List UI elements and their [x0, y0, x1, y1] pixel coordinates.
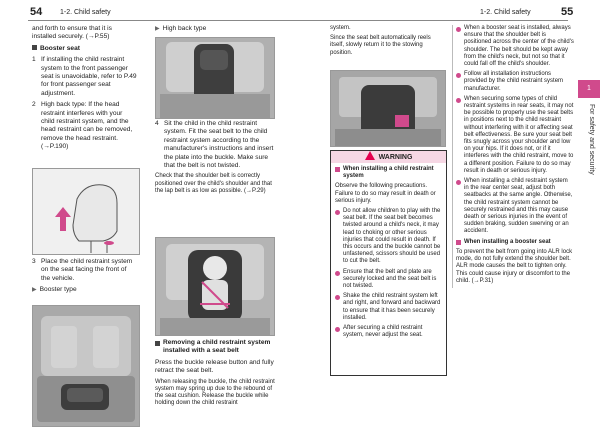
- booster-bullet-2: Follow all installation instructions provided by the child restraint system manufacturer.: [456, 71, 574, 93]
- warning-bullet-3: Shake the child restraint system left and right, and forward and backward to ensure that it has been securely installed.: [335, 293, 442, 322]
- step-3: 3 Place the child restraint system on the seat facing the front of the vehicle.: [32, 258, 133, 282]
- warning-header: WARNING: [331, 151, 446, 163]
- removing-text: Press the buckle release button and fully retract the seat belt.: [155, 358, 274, 375]
- chapter-tab[interactable]: 1: [578, 80, 600, 98]
- high-back-seat-illustration: [156, 38, 274, 118]
- column-2-top: [155, 25, 275, 36]
- child-in-seat-illustration: [156, 238, 274, 335]
- booster-type-label: ▶ Booster type: [32, 286, 77, 294]
- column-2-mid: [155, 120, 275, 198]
- warning-bullet-4: After securing a child restraint system, never adjust the seat.: [335, 325, 442, 339]
- buckle-release-illustration: [331, 71, 445, 146]
- header-rule: [28, 20, 568, 21]
- warning-box: [330, 150, 447, 376]
- auto-belt-text: Since the seat belt automatically reels itself, slowly return it to the stowing position.: [330, 35, 431, 56]
- high-back-seat-figure: [155, 37, 275, 119]
- booster-bullet-1: When a booster seat is installed, always ensure that the shoulder belt is positioned across the center of the child's shoulder. The belt should be kept away from the child's neck, but not so that it could fall off the child's shoulder.: [456, 25, 574, 68]
- head-restraint-illustration: [33, 169, 139, 254]
- warning-content: [331, 163, 446, 345]
- release-text: When releasing the buckle, the child restraint system may spring up due to the rebound of the seat cushion. Release the buckle while holding down the child restraint: [155, 378, 275, 407]
- buckle-release-figure: [330, 70, 446, 147]
- triangle-bullet-icon: ▶: [32, 287, 37, 294]
- head-restraint-figure: [32, 168, 140, 255]
- left-page-number: 54: [30, 6, 43, 18]
- chapter-side-title: For safety and security: [588, 104, 595, 175]
- booster-heading: Booster seat: [32, 45, 137, 53]
- right-page-number: 55: [561, 6, 574, 18]
- column-1-lower: [32, 258, 137, 298]
- triangle-bullet-icon: ▶: [155, 26, 160, 32]
- step-4: 4 Sit the child in the child restraint system. Fit the seat belt to the child restraint system according to the manufacturer's instructions and insert the plate into the buckle. Make sure that the belt is not twisted.: [155, 120, 274, 170]
- step-1: 1 If installing the child restraint system to the front passenger seat is unavoidable, refer to P.49 for front passenger seat adjustment.: [32, 56, 137, 97]
- booster-install-text: To prevent the belt from going into ALR lock mode, do not fully extend the shoulder belt. ALR mode causes the belt to tighten only. This could cause injury or discomfort to the child. (→P.31): [456, 248, 573, 284]
- column-1: [32, 25, 137, 155]
- square-bullet-icon: [32, 45, 37, 50]
- child-in-seat-figure: [155, 237, 275, 336]
- warning-bullet-1: Do not allow children to play with the seat belt. If the seat belt becomes twisted around a child's neck, it may lead to choking or other serious injuries that could result in death. If this occurs and the buckle cannot be unfastened, scissors should be used to cut the belt.: [335, 208, 442, 266]
- square-bullet-icon: [456, 240, 461, 245]
- booster-bullet-4: When installing a child restraint system in the rear center seat, adjust both seatbacks at the same angle. Otherwise, the child restraint system cannot be securely restrained and this may cause death or serious injuries in the event of sudden braking, sudden swerving or an accident.: [456, 178, 574, 236]
- column-4: [452, 25, 574, 288]
- booster-install-heading: When installing a booster seat: [456, 239, 574, 246]
- booster-seat-figure: [32, 305, 140, 427]
- booster-bullet-3: When securing some types of child restraint systems in rear seats, it may not be possible to properly use the seat belts in positions next to the child restraint without interfering with it or affecting seat belt effectiveness. Be sure your seat belt fits snugly across your shoulder and low on your hips. If it does not, or if it interferes with the child restraint, move to a different position. Failure to do so may result in death or serious injury.: [456, 96, 574, 175]
- right-section-title: 1-2. Child safety: [480, 9, 531, 16]
- square-bullet-icon: [155, 341, 160, 346]
- column-3-top: [330, 25, 445, 60]
- warning-triangle-icon: [365, 151, 375, 160]
- square-bullet-icon: [335, 167, 340, 172]
- left-section-title: 1-2. Child safety: [60, 9, 111, 16]
- warning-observe: Observe the following precautions.: [335, 183, 428, 190]
- check-note: Check that the shoulder belt is correctly positioned over the child's shoulder and that the lap belt is as low as possible. (→P.29): [155, 173, 272, 194]
- removing-heading: Removing a child restraint system installed with a seat belt: [155, 339, 275, 356]
- warning-bullet-2: Ensure that the belt and plate are securely locked and the seat belt is not twisted.: [335, 269, 442, 291]
- system-continued: system.: [330, 25, 351, 31]
- warning-subheading: When installing a child restraint system: [335, 166, 442, 180]
- intro-text: and forth to ensure that it is installed securely. (→P.55): [32, 25, 112, 41]
- high-back-type-label: ▶ High back type: [155, 25, 207, 32]
- warning-failure: Failure to do so may result in death or serious injury.: [335, 190, 436, 204]
- column-2-bottom: [155, 339, 275, 410]
- step-2: 2 High back type: If the head restraint interferes with your child restraint system, and the head restraint can be removed, remove the head restraint. (→P.190): [32, 101, 133, 151]
- booster-seat-illustration: [33, 306, 139, 426]
